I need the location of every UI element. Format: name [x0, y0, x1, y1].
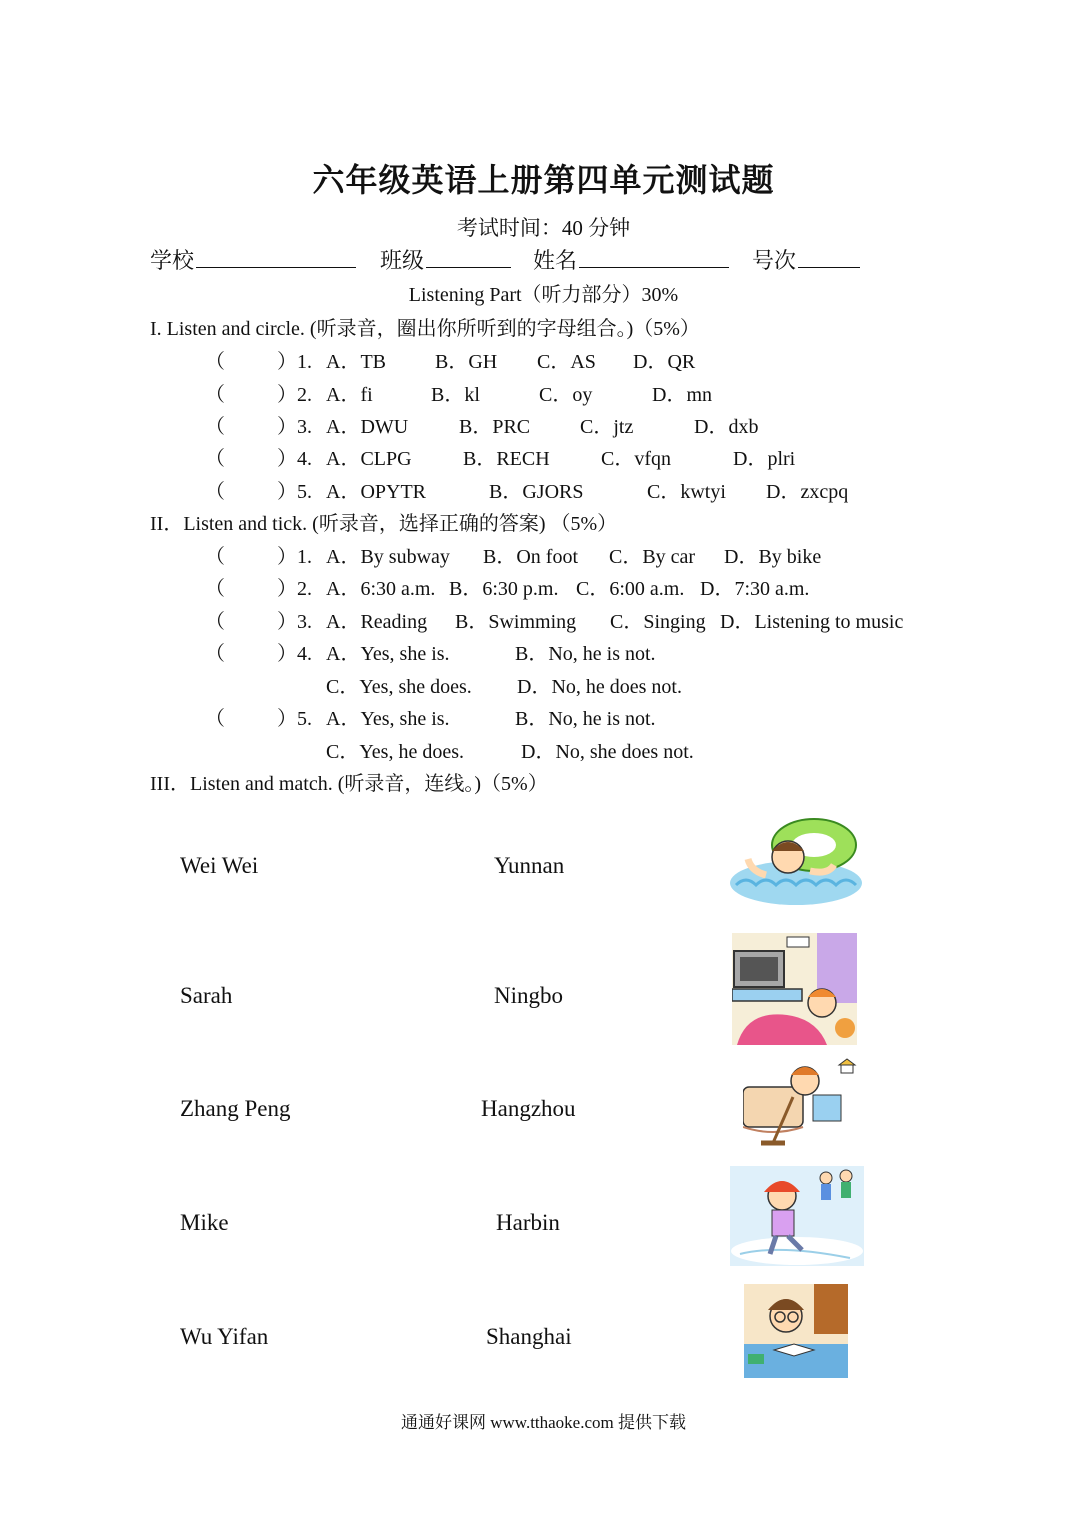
option-a: A．OPYTR	[326, 481, 427, 503]
option-c: C．AS	[537, 351, 596, 373]
option-c: C．By car	[609, 546, 696, 568]
match-place: Yunnan	[494, 853, 565, 878]
page-title: 六年级英语上册第四单元测试题	[312, 162, 775, 198]
question-number: ）2.	[277, 384, 312, 406]
footer-text: 通通好课网 www.tthaoke.com 提供下载	[400, 1413, 687, 1432]
option-c: C．Yes, he does.	[326, 741, 464, 763]
exam-time: 考试时间：40 分钟	[456, 216, 631, 240]
option-d: D．mn	[652, 384, 712, 406]
question-number: ）4.	[277, 448, 312, 470]
class-field	[380, 244, 511, 275]
option-d: D．plri	[733, 448, 796, 470]
option-d: D．No, she does not.	[521, 741, 694, 763]
option-a: A．Yes, she is.	[326, 643, 450, 665]
match-place: Ningbo	[494, 983, 563, 1008]
question-number: ）2.	[277, 578, 312, 600]
name-blank	[579, 247, 729, 268]
number-field	[752, 244, 860, 275]
section3-heading: III．Listen and match. (听录音，连线。)（5%）	[150, 773, 548, 795]
option-b: B．No, he is not.	[515, 643, 656, 665]
option-a: A．fi	[326, 384, 373, 406]
option-b: B．PRC	[459, 416, 531, 438]
option-a: A．DWU	[326, 416, 409, 438]
sweeping-floor-picture	[743, 1057, 865, 1147]
option-c: C．6:00 a.m.	[576, 578, 685, 600]
watching-tv-picture	[732, 933, 857, 1045]
number-label: 号次	[752, 248, 797, 273]
question-number: ）3.	[277, 416, 312, 438]
option-a: A．Yes, she is.	[326, 708, 450, 730]
question-number: ）1.	[277, 351, 312, 373]
option-c: C．Yes, she does.	[326, 676, 472, 698]
school-blank	[196, 247, 356, 268]
option-b: B．Swimming	[455, 611, 577, 633]
match-place: Hangzhou	[481, 1096, 576, 1121]
class-label: 班级	[380, 248, 425, 273]
option-b: B．GJORS	[489, 481, 584, 503]
question-number: ）5.	[277, 481, 312, 503]
reading-book-picture	[744, 1284, 848, 1378]
match-name: Mike	[180, 1210, 229, 1235]
option-b: B．RECH	[463, 448, 550, 470]
option-c: C．Singing	[610, 611, 706, 633]
option-a: A．By subway	[326, 546, 450, 568]
match-name: Sarah	[180, 983, 233, 1008]
option-d: D．No, he does not.	[517, 676, 682, 698]
name-label: 姓名	[533, 248, 578, 273]
section1-heading: I. Listen and circle. (听录音，圈出你所听到的字母组合。)（5%）	[150, 318, 700, 340]
option-c: C．oy	[539, 384, 593, 406]
option-a: A．6:30 a.m.	[326, 578, 436, 600]
question-number: ）4.	[277, 643, 312, 665]
section2-heading: II．Listen and tick. (听录音，选择正确的答案) （5%）	[150, 513, 618, 535]
option-d: D．Listening to music	[720, 611, 904, 633]
listening-part-heading: Listening Part（听力部分）30%	[408, 284, 679, 306]
option-b: B．No, he is not.	[515, 708, 656, 730]
option-d: D．dxb	[694, 416, 759, 438]
option-a: A．CLPG	[326, 448, 412, 470]
question-number: ）5.	[277, 708, 312, 730]
option-a: A．TB	[326, 351, 386, 373]
match-name: Wei Wei	[180, 853, 259, 878]
option-b: B．6:30 p.m.	[449, 578, 559, 600]
ice-skating-picture	[730, 1166, 864, 1266]
option-d: D．7:30 a.m.	[700, 578, 810, 600]
school-label: 学校	[150, 248, 195, 273]
option-c: C．kwtyi	[647, 481, 726, 503]
option-a: A．Reading	[326, 611, 428, 633]
number-blank	[798, 247, 860, 268]
option-d: D．By bike	[724, 546, 822, 568]
option-c: C．vfqn	[601, 448, 671, 470]
match-place: Harbin	[496, 1210, 560, 1235]
question-number: ）3.	[277, 611, 312, 633]
option-c: C．jtz	[580, 416, 634, 438]
name-field	[533, 244, 729, 275]
option-b: B．On foot	[483, 546, 578, 568]
match-name: Zhang Peng	[180, 1096, 291, 1121]
option-b: B．GH	[435, 351, 498, 373]
option-b: B．kl	[431, 384, 480, 406]
option-d: D．QR	[633, 351, 696, 373]
match-place: Shanghai	[486, 1324, 572, 1349]
question-number: ）1.	[277, 546, 312, 568]
school-field	[150, 244, 356, 275]
swimming-boy-picture	[726, 805, 866, 910]
class-blank	[426, 247, 511, 268]
option-d: D．zxcpq	[766, 481, 849, 503]
match-name: Wu Yifan	[180, 1324, 269, 1349]
